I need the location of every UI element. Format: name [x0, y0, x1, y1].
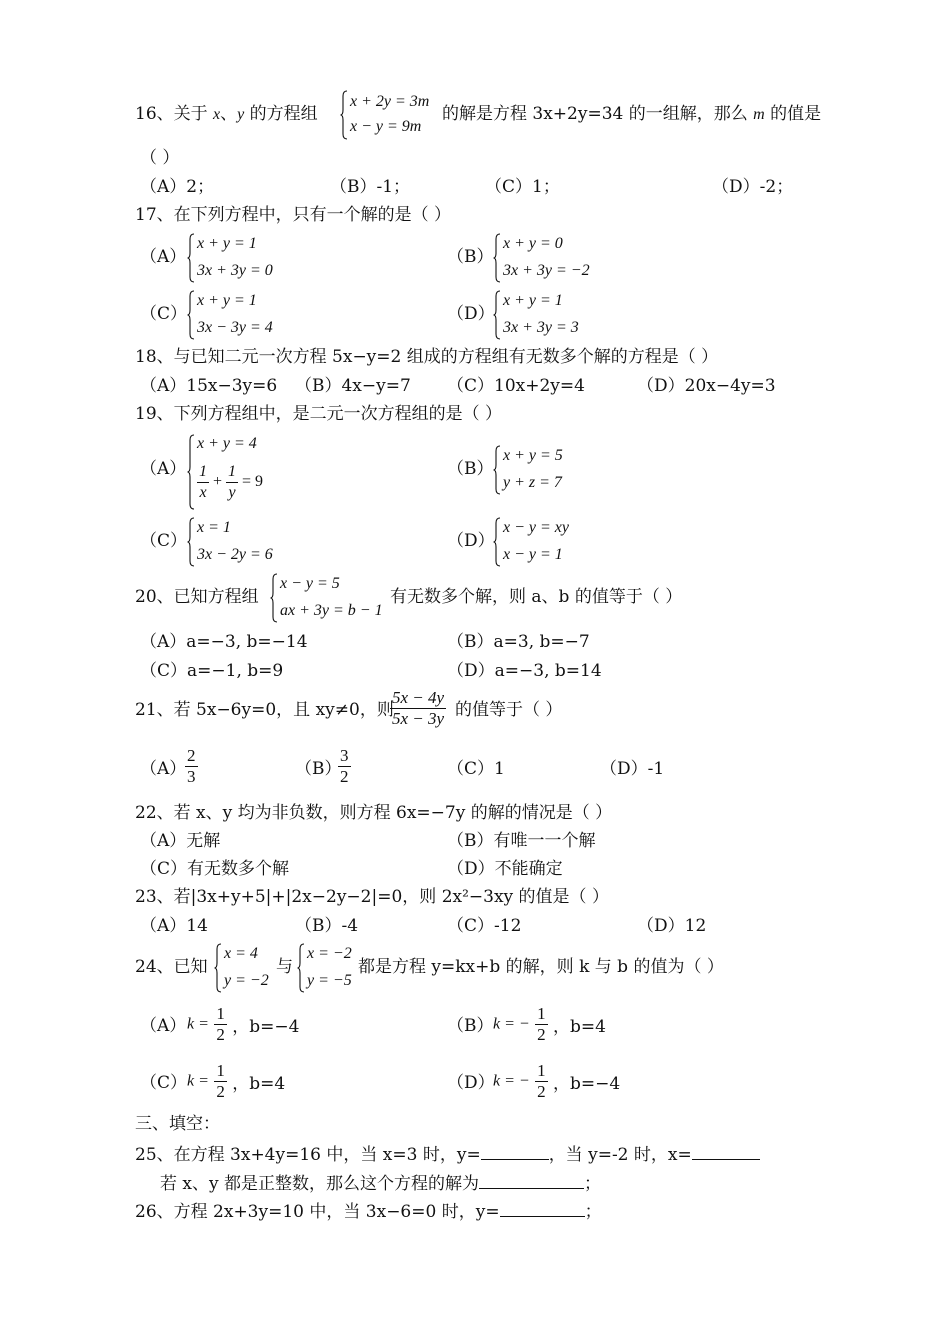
frac-den: 2 — [537, 1025, 546, 1044]
q17-label-c: （C） — [140, 304, 188, 324]
q18-option-d: （D）20x−4y=3 — [637, 376, 776, 396]
q20-number: 20、已知方程组 — [135, 587, 259, 607]
q19-d-eq2: x − y = 1 — [503, 546, 563, 563]
frac-num: 1 — [216, 1061, 225, 1080]
q21-fraction — [390, 688, 446, 729]
frac-num: 1 — [216, 1004, 225, 1023]
q19-system-b — [493, 445, 603, 495]
q24-label-d: （D） — [447, 1073, 495, 1093]
q19-a-eq1: x + y = 4 — [197, 435, 257, 452]
q17-label-b: （B） — [447, 247, 494, 267]
q16-var-x: x — [213, 106, 221, 123]
frac-1-over-x — [197, 462, 209, 503]
q24-number: 24、已知 — [135, 957, 208, 977]
q18-option-c: （C）10x+2y=4 — [447, 376, 585, 396]
q17-system-c — [187, 290, 297, 340]
q20-eq2: ax + 3y = b − 1 — [280, 602, 383, 619]
q16-option-d: （D）-2； — [712, 177, 794, 197]
frac-num: 2 — [187, 746, 196, 765]
frac-one-half — [535, 1004, 548, 1045]
brace-icon — [187, 434, 195, 510]
frac-den: y — [228, 484, 236, 501]
brace-icon — [340, 90, 348, 140]
q19-b-eq2: y + z = 7 — [503, 474, 562, 491]
q24-tail: 都是方程 y=kx+b 的解，则 k 与 b 的值为（ ） — [358, 957, 724, 977]
q24-s2-eq1: x = −2 — [307, 945, 352, 962]
q16-eq1: x + 2y = 3m — [350, 93, 430, 110]
q19-system-a — [187, 434, 297, 510]
q24-label-a: （A） — [140, 1016, 187, 1036]
q16-system — [340, 90, 445, 140]
q16-answer-paren: （ ） — [140, 148, 180, 168]
q22-option-d: （D）不能确定 — [447, 859, 563, 879]
frac — [185, 746, 198, 787]
q17-label-a: （A） — [140, 247, 187, 267]
q18-option-a: （A）15x−3y=6 — [140, 376, 278, 396]
q16-stem-lead — [135, 103, 318, 126]
q17-c-eq2: 3x − 3y = 4 — [197, 319, 273, 336]
q18-stem: 18、与已知二元一次方程 5x−y=2 组成的方程组有无数多个解的方程是（ ） — [135, 347, 719, 367]
q17-c-eq1: x + y = 1 — [197, 292, 257, 309]
q25-blank-y[interactable] — [481, 1143, 549, 1160]
b-value: ，b=4 — [553, 1017, 606, 1037]
frac-den: 5x − 3y — [392, 709, 445, 728]
q16-lead: 的方程组 — [249, 104, 318, 124]
q19-label-b: （B） — [447, 459, 494, 479]
q20-tail: 有无数多个解，则 a、b 的值等于（ ） — [390, 587, 683, 607]
q19-system-d — [493, 517, 603, 567]
q25-text2: ，当 y=-2 时，x= — [548, 1145, 692, 1165]
k-equals: k = — [187, 1015, 209, 1033]
q21-option-c: （C）1 — [447, 759, 505, 779]
q24-s1-eq2: y = −2 — [224, 972, 269, 989]
brace-icon — [214, 943, 222, 993]
q23-option-c: （C）-12 — [447, 916, 522, 936]
b-value: ，b=−4 — [232, 1017, 300, 1037]
q16-var-y: y — [237, 106, 245, 123]
q21-frac-b — [338, 746, 351, 787]
q24-label-c: （C） — [140, 1073, 188, 1093]
q17-a-eq2: 3x + 3y = 0 — [197, 262, 273, 279]
q19-label-a: （A） — [140, 459, 187, 479]
q17-b-eq1: x + y = 0 — [503, 235, 563, 252]
q24-system-1 — [214, 943, 276, 993]
brace-icon — [297, 943, 305, 993]
frac-num: 1 — [537, 1004, 546, 1023]
brace-icon — [187, 290, 195, 340]
q16-sep: 、 — [220, 104, 238, 124]
frac-den: 2 — [340, 767, 349, 786]
q23-stem: 23、若|3x+y+5|+|2x−2y−2|=0，则 2x²−3xy 的值是（ ） — [135, 887, 609, 907]
q22-option-b: （B）有唯一一个解 — [447, 831, 596, 851]
q24-option-c — [187, 1061, 285, 1102]
q24-option-d — [493, 1061, 620, 1102]
k-equals-neg: k = − — [493, 1015, 530, 1033]
q21-label-b: （B） — [295, 759, 342, 779]
q24-option-a — [187, 1004, 299, 1045]
brace-icon — [187, 233, 195, 283]
q19-stem: 19、下列方程组中，是二元一次方程组的是（ ） — [135, 404, 503, 424]
q18-option-b: （B）4x−y=7 — [295, 376, 411, 396]
q17-system-a — [187, 233, 297, 283]
frac-one-half — [214, 1061, 227, 1102]
brace-icon — [493, 517, 501, 567]
q19-label-d: （D） — [447, 531, 495, 551]
frac-num: 1 — [197, 462, 209, 483]
k-equals-neg: k = − — [493, 1072, 530, 1090]
q21-frac-a — [185, 746, 198, 787]
q20-option-c: （C）a=−1, b=9 — [140, 661, 284, 681]
q16-tail: 的值是 — [770, 104, 822, 124]
q22-option-a: （A）无解 — [140, 831, 221, 851]
q22-stem: 22、若 x、y 均为非负数，则方程 6x=−7y 的解的情况是（ ） — [135, 803, 613, 823]
q16-mid: 的解是方程 3x+2y=34 的一组解，那么 — [442, 104, 748, 124]
q19-c-eq2: 3x − 2y = 6 — [197, 546, 273, 563]
q23-option-a: （A）14 — [140, 916, 208, 936]
q16-var-m: m — [753, 106, 765, 123]
q19-d-eq1: x − y = xy — [503, 519, 569, 536]
frac-den: 2 — [216, 1025, 225, 1044]
frac-den: 2 — [537, 1082, 546, 1101]
q17-stem: 17、在下列方程中，只有一个解的是（ ） — [135, 205, 452, 225]
q20-option-a: （A）a=−3, b=−14 — [140, 632, 308, 652]
q23-option-d: （D）12 — [637, 916, 707, 936]
q24-s2-eq2: y = −5 — [307, 972, 352, 989]
b-value: ，b=4 — [232, 1074, 286, 1094]
q17-b-eq2: 3x + 3y = −2 — [503, 262, 590, 279]
q20-option-d: （D）a=−3, b=14 — [447, 661, 602, 681]
q17-label-d: （D） — [447, 304, 495, 324]
q25-text4: ； — [584, 1174, 601, 1194]
brace-icon — [493, 233, 501, 283]
q22-option-c: （C）有无数多个解 — [140, 859, 290, 879]
frac-den: 3 — [187, 767, 196, 786]
frac-one-half — [535, 1061, 548, 1102]
q16-option-c: （C）1； — [485, 177, 560, 197]
q17-system-b — [493, 233, 613, 283]
q25-text3: 若 x、y 都是正整数，那么这个方程的解为 — [160, 1174, 479, 1194]
frac — [338, 746, 351, 787]
q25-line1 — [135, 1143, 760, 1166]
q19-a-eq2 — [197, 462, 263, 503]
section-heading: 三、填空： — [135, 1114, 220, 1134]
q25-line2 — [160, 1172, 601, 1195]
q17-a-eq1: x + y = 1 — [197, 235, 257, 252]
q19-system-c — [187, 517, 297, 567]
equals-nine: = 9 — [242, 473, 264, 491]
q24-with: 与 — [276, 957, 293, 977]
q24-label-b: （B） — [447, 1016, 494, 1036]
q16-eq2: x − y = 9m — [350, 118, 422, 135]
q24-option-b — [493, 1004, 606, 1045]
q21-tail: 的值等于（ ） — [455, 700, 563, 720]
frac-den: x — [199, 484, 207, 501]
q16-stem-tail — [442, 103, 821, 126]
q23-option-b: （B）-4 — [295, 916, 359, 936]
q19-c-eq1: x = 1 — [197, 519, 231, 536]
q19-b-eq1: x + y = 5 — [503, 447, 563, 464]
q25-blank-x[interactable] — [692, 1143, 760, 1160]
frac — [390, 688, 446, 729]
q26-text2: ； — [584, 1202, 602, 1222]
frac-num: 5x − 4y — [392, 688, 445, 707]
frac-num: 3 — [340, 746, 349, 765]
q21-option-d: （D）-1 — [600, 759, 665, 779]
b-value: ，b=−4 — [553, 1074, 621, 1094]
q16-option-a: （A）2； — [140, 177, 215, 197]
frac-den: 2 — [216, 1082, 225, 1101]
q21-lead: 21、若 5x−6y=0，且 xy≠0，则 — [135, 700, 394, 720]
q24-system-2 — [297, 943, 359, 993]
q16-number: 16、关于 — [135, 104, 208, 124]
frac-one-half — [214, 1004, 227, 1045]
q20-option-b: （B）a=3, b=−7 — [447, 632, 590, 652]
q26-line1 — [135, 1200, 602, 1223]
q16-option-b: （B）-1； — [330, 177, 411, 197]
brace-icon — [270, 573, 278, 623]
q20-eq1: x − y = 5 — [280, 575, 340, 592]
brace-icon — [493, 290, 501, 340]
frac-num: 1 — [537, 1061, 546, 1080]
k-equals: k = — [187, 1072, 209, 1090]
q17-d-eq1: x + y = 1 — [503, 292, 563, 309]
q26-blank-y[interactable] — [500, 1200, 585, 1217]
q20-system — [270, 573, 390, 623]
brace-icon — [493, 445, 501, 495]
q24-s1-eq1: x = 4 — [224, 945, 258, 962]
brace-icon — [187, 517, 195, 567]
q26-text1: 26、方程 2x+3y=10 中，当 3x−6=0 时，y= — [135, 1202, 500, 1222]
q17-d-eq2: 3x + 3y = 3 — [503, 319, 579, 336]
plus-sign: + — [213, 473, 223, 491]
q25-blank-solution[interactable] — [479, 1172, 584, 1189]
q17-system-d — [493, 290, 603, 340]
q25-text1: 25、在方程 3x+4y=16 中，当 x=3 时，y= — [135, 1145, 481, 1165]
q21-label-a: （A） — [140, 759, 187, 779]
frac-num: 1 — [226, 462, 238, 483]
q19-label-c: （C） — [140, 531, 188, 551]
frac-1-over-y — [226, 462, 238, 503]
